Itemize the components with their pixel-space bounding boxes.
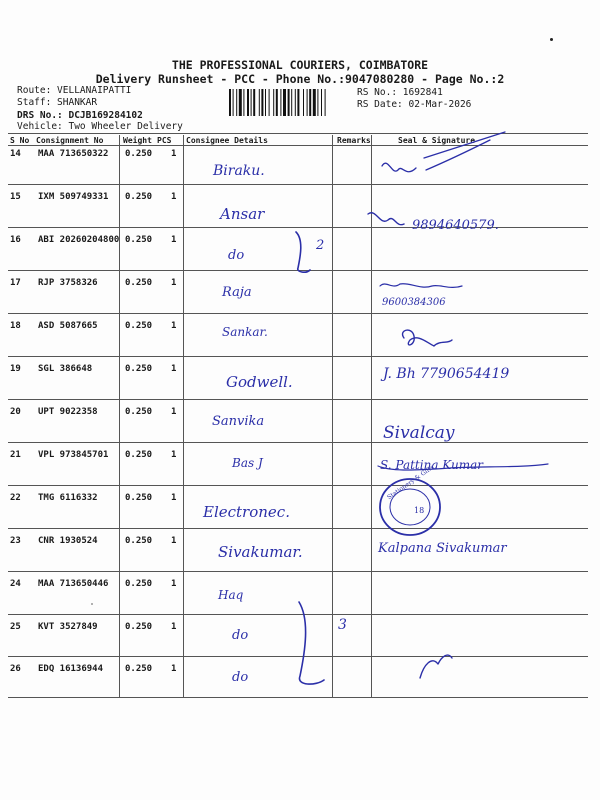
row-consignment: ABI 20260204800: [38, 235, 120, 245]
handwritten-consignee: do: [232, 628, 249, 643]
rs-date: RS Date: 02-Mar-2026: [357, 99, 472, 110]
barcode-bar: [233, 89, 234, 116]
stamp-number: 18: [414, 506, 425, 515]
handwritten-consignee: Raja: [222, 285, 252, 300]
row-weight: 0.250: [125, 235, 153, 245]
row-consignment: KVT 3527849: [38, 622, 98, 632]
row-rule: [8, 571, 588, 572]
row-sno: 18: [10, 321, 21, 331]
signature-20: Sivalcay: [383, 423, 455, 443]
row-consignment: TMG 6116332: [38, 493, 98, 503]
row-consignment: IXM 509749331: [38, 192, 109, 202]
barcode-bar: [288, 89, 290, 116]
row-consignment: EDQ 16136944: [38, 664, 104, 674]
row-rule: [8, 528, 588, 529]
row-pcs: 1: [171, 149, 177, 159]
row-consignment: SGL 386648: [38, 364, 93, 374]
rs-number: RS No.: 1692841: [357, 87, 443, 98]
barcode-bar: [295, 89, 296, 116]
route-label: Route: VELLANAIPATTI: [17, 85, 132, 96]
barcode-bar: [313, 89, 316, 116]
row-sno: 24: [10, 579, 21, 589]
row-pcs: 1: [171, 536, 177, 546]
barcode-bar: [307, 89, 308, 116]
row-rule: [8, 442, 588, 443]
handwritten-consignee: do: [232, 670, 249, 685]
barcode: [229, 89, 354, 116]
barcode-bar: [251, 89, 252, 116]
row-pcs: 1: [171, 235, 177, 245]
stamp-ring: [380, 479, 440, 535]
barcode-bar: [269, 89, 270, 116]
row-pcs: 1: [171, 407, 177, 417]
row-consignment: MAA 713650322: [38, 149, 109, 159]
company-title: THE PROFESSIONAL COURIERS, COIMBATORE: [171, 58, 429, 72]
row-sno: 19: [10, 364, 21, 374]
row-rule: [8, 697, 588, 698]
barcode-bar: [261, 89, 263, 116]
barcode-bar: [229, 89, 231, 116]
barcode-bar: [309, 89, 311, 116]
row-weight: 0.250: [125, 493, 153, 503]
row-consignment: MAA 713650446: [38, 579, 109, 589]
barcode-bar: [276, 89, 278, 116]
col-consignment: Consignment No: [36, 136, 104, 145]
row-pcs: 1: [171, 579, 177, 589]
header-bottom-rule: [8, 145, 588, 146]
row-rule: [8, 184, 588, 185]
barcode-bar: [239, 89, 242, 116]
col-remarks: Remarks: [337, 136, 371, 145]
row-sno: 16: [10, 235, 21, 245]
staff-label: Staff: SHANKAR: [17, 97, 98, 108]
col-weight: Weight: [123, 136, 152, 145]
row-sno: 14: [10, 149, 21, 159]
row-rule: [8, 356, 588, 357]
barcode-bar: [325, 89, 326, 116]
row-rule: [8, 270, 588, 271]
row-consignment: CNR 1930524: [38, 536, 98, 546]
col-divider: [183, 135, 184, 697]
row-weight: 0.250: [125, 450, 153, 460]
row-rule: [8, 399, 588, 400]
signature-stroke: [403, 330, 452, 346]
handwritten-consignee: Biraku.: [213, 163, 265, 179]
col-consignee: Consignee Details: [186, 136, 268, 145]
row-pcs: 1: [171, 278, 177, 288]
barcode-bar: [247, 89, 249, 116]
barcode-bar: [297, 89, 299, 116]
row-pcs: 1: [171, 622, 177, 632]
handwritten-consignee: Ansar: [220, 205, 265, 223]
handwritten-consignee: Bas J: [232, 456, 263, 470]
row-rule: [8, 313, 588, 314]
row-sno: 23: [10, 536, 21, 546]
row-consignment: ASD 5087665: [38, 321, 98, 331]
row-weight: 0.250: [125, 664, 153, 674]
barcode-bar: [259, 89, 260, 116]
barcode-bar: [321, 89, 322, 116]
row-consignment: VPL 973845701: [38, 450, 109, 460]
drs-label: DRS No.: DCJB169284102: [17, 110, 143, 121]
row-pcs: 1: [171, 321, 177, 331]
row-consignment: RJP 3758326: [38, 278, 98, 288]
brace-count-a: 2: [316, 238, 325, 253]
signature-stroke: [420, 655, 452, 678]
row-consignment: UPT 9022358: [38, 407, 98, 417]
row-weight: 0.250: [125, 364, 153, 374]
signature-19: J. Bh 7790654419: [383, 366, 510, 382]
signature-phone-15: 9894640579.: [412, 218, 499, 233]
row-sno: 20: [10, 407, 21, 417]
row-weight: 0.250: [125, 536, 153, 546]
handwritten-consignee: Sankar.: [222, 325, 268, 339]
row-rule: [8, 614, 588, 615]
vehicle-label: Vehicle: Two Wheeler Delivery: [17, 121, 183, 132]
row-pcs: 1: [171, 192, 177, 202]
row-sno: 25: [10, 622, 21, 632]
row-sno: 26: [10, 664, 21, 674]
brace-count-b: 3: [338, 617, 347, 633]
handwritten-consignee: Sivakumar.: [218, 543, 303, 561]
scan-speck: [91, 603, 93, 605]
col-divider: [371, 135, 372, 697]
row-rule: [8, 227, 588, 228]
row-sno: 15: [10, 192, 21, 202]
brace-stroke: [296, 232, 310, 272]
row-pcs: 1: [171, 450, 177, 460]
barcode-bar: [265, 89, 266, 116]
handwritten-consignee: do: [228, 248, 245, 263]
row-weight: 0.250: [125, 149, 153, 159]
row-pcs: 1: [171, 664, 177, 674]
barcode-bar: [236, 89, 237, 116]
barcode-bar: [283, 89, 286, 116]
row-weight: 0.250: [125, 579, 153, 589]
barcode-bar: [253, 89, 255, 116]
scan-speck: [550, 38, 553, 41]
barcode-bar: [317, 89, 318, 116]
signature-stroke: [380, 284, 462, 288]
signature-23: Kalpana Sivakumar: [378, 541, 507, 556]
row-sno: 22: [10, 493, 21, 503]
barcode-bar: [303, 89, 304, 116]
row-rule: [8, 485, 588, 486]
handwritten-consignee: Sanvika: [212, 414, 265, 429]
col-divider: [119, 135, 120, 697]
row-weight: 0.250: [125, 321, 153, 331]
row-sno: 21: [10, 450, 21, 460]
col-seal: Seal & Signature: [398, 136, 476, 145]
barcode-bar: [273, 89, 274, 116]
signature-phone-17: 9600384306: [382, 297, 446, 308]
barcode-bar: [291, 89, 292, 116]
row-rule: [8, 656, 588, 657]
signature-21: S. Pattina Kumar: [380, 458, 483, 472]
row-weight: 0.250: [125, 407, 153, 417]
signature-stroke: [368, 213, 404, 225]
col-sno: S No: [10, 136, 30, 145]
barcode-bar: [280, 89, 281, 116]
row-pcs: 1: [171, 493, 177, 503]
handwritten-consignee: Godwell.: [226, 373, 293, 391]
handwritten-consignee: Electronec.: [203, 503, 290, 521]
row-pcs: 1: [171, 364, 177, 374]
col-pcs: PCS: [157, 136, 172, 145]
barcode-bar: [243, 89, 244, 116]
row-sno: 17: [10, 278, 21, 288]
row-weight: 0.250: [125, 278, 153, 288]
runsheet-subtitle: Delivery Runsheet - PCC - Phone No.:9047080280 - Page No.:2: [95, 72, 505, 86]
stamp-text: Stationery & Gifts: [385, 463, 436, 502]
row-weight: 0.250: [125, 192, 153, 202]
col-divider: [332, 135, 333, 697]
row-weight: 0.250: [125, 622, 153, 632]
handwritten-consignee: Haq: [218, 588, 244, 602]
table-top-rule: [8, 133, 588, 134]
